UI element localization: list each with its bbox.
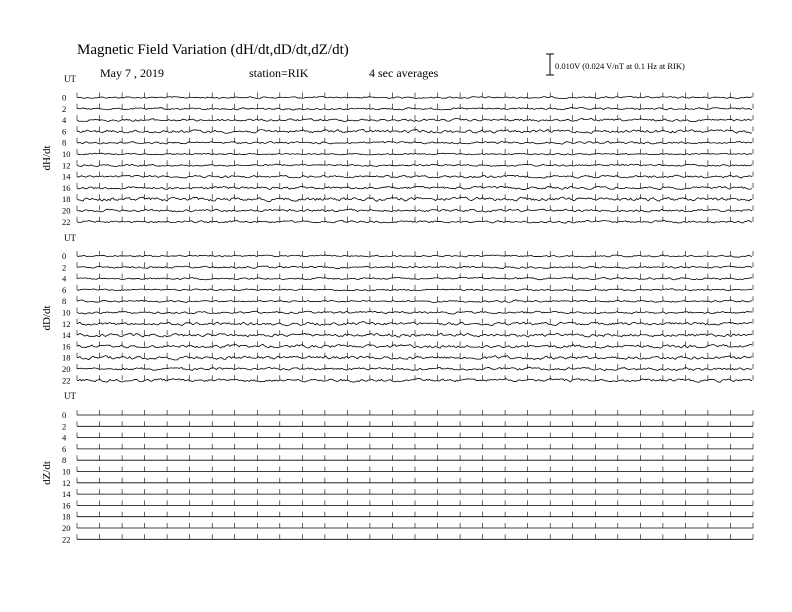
row-label: 4 [62,115,67,126]
trace-line [77,356,752,360]
trace-line [77,344,752,348]
row-label: 16 [62,500,71,511]
row-label: 14 [62,330,71,341]
trace-line [77,289,752,291]
trace-line [77,322,752,326]
station-label: station=RIK [249,66,309,80]
row-label: 12 [62,318,71,329]
row-label: 8 [62,455,67,466]
panel-ylabel: dD/dt [41,305,53,331]
date-label: May 7 , 2019 [100,66,164,80]
row-label: 12 [62,160,71,171]
row-label: 2 [62,262,67,273]
row-label: 10 [62,149,71,159]
row-label: 10 [62,307,71,318]
trace-line [77,311,752,314]
averaging-label: 4 sec averages [369,66,439,80]
trace-line [77,378,752,382]
row-label: 4 [62,273,67,284]
row-label: 20 [62,205,71,216]
row-label: 16 [62,341,71,352]
trace-line [77,164,752,167]
scale-bar-label: 0.010V (0.024 V/nT at 0.1 Hz at RIK) [555,61,685,71]
trace-line [77,141,752,144]
trace-line [77,300,752,303]
row-label: 18 [62,352,71,363]
trace-line [77,333,752,337]
trace-line [77,209,752,212]
row-label: 10 [62,466,71,477]
trace-line [77,197,752,202]
ut-axis-label: UT [64,233,76,243]
scale-bar [546,54,554,75]
row-label: 22 [62,534,71,545]
trace-line [77,220,752,223]
row-label: 0 [62,251,67,261]
row-label: 6 [62,126,67,137]
trace-line [77,175,752,178]
row-label: 18 [62,511,71,522]
row-label: 6 [62,443,67,454]
row-label: 22 [62,375,71,386]
trace-line [77,186,752,189]
panel-3 [41,391,753,544]
row-label: 14 [62,171,71,182]
trace-line [77,129,752,133]
panel-ylabel: dH/dt [41,145,53,171]
row-label: 2 [62,421,67,432]
row-label: 22 [62,216,71,227]
row-label: 14 [62,489,71,500]
row-label: 8 [62,296,67,307]
ut-axis-label: UT [64,74,76,84]
row-label: 6 [62,284,67,295]
row-label: 16 [62,182,71,193]
row-label: 20 [62,523,71,533]
panel-1 [41,74,753,227]
trace-line [77,255,752,257]
trace-line [77,266,752,269]
trace-line [77,153,752,155]
row-label: 8 [62,137,67,148]
ut-axis-label: UT [64,391,76,401]
row-label: 0 [62,92,67,103]
chart-title: Magnetic Field Variation (dH/dt,dD/dt,dZ/dt) [77,42,349,58]
row-label: 2 [62,103,67,114]
trace-line [77,96,752,98]
row-label: 18 [62,194,71,205]
trace-line [77,367,752,370]
panel-ylabel: dZ/dt [41,461,53,485]
row-label: 20 [62,364,71,374]
trace-line [77,118,752,121]
trace-line [77,277,752,280]
row-label: 0 [62,410,67,420]
panel-2 [41,233,753,385]
trace-line [77,107,752,110]
row-label: 12 [62,477,71,488]
row-label: 4 [62,432,67,443]
